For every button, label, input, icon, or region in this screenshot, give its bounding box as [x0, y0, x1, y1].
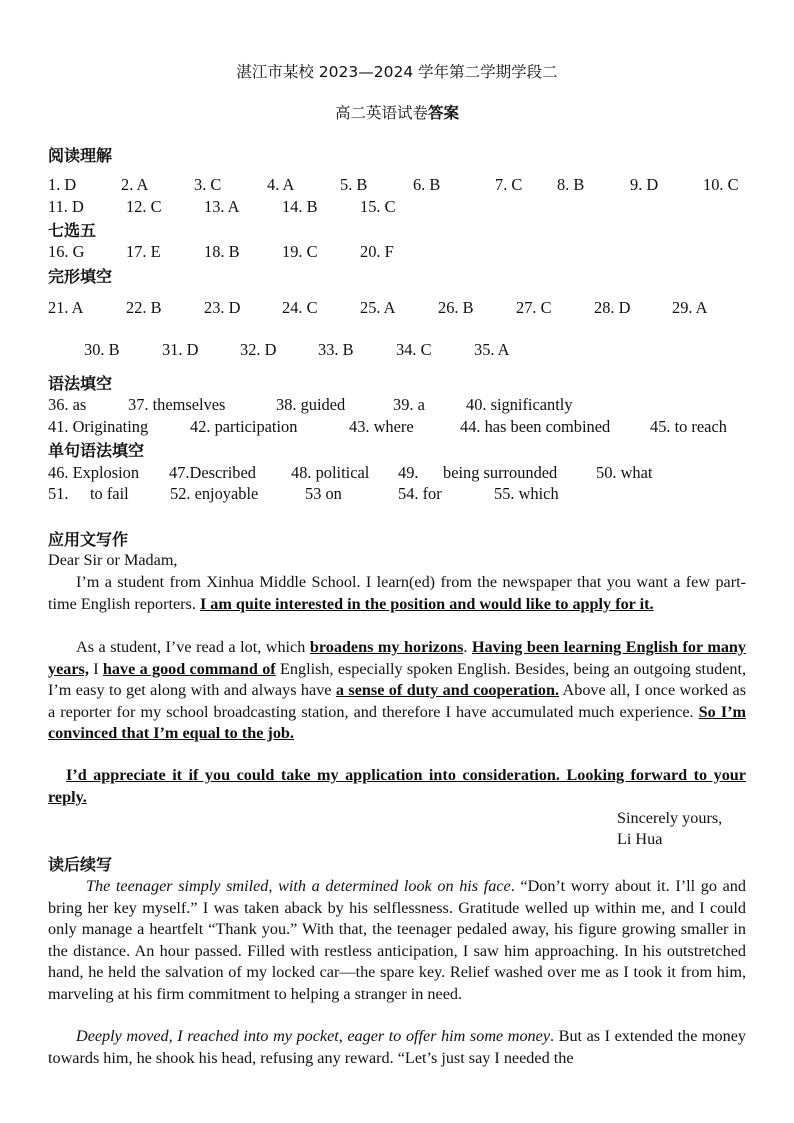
answer-item: 36. as [48, 395, 87, 414]
answer-item: 20. F [360, 242, 394, 261]
answer-item: 53 on [305, 484, 342, 503]
answer-item: 23. D [204, 298, 241, 317]
answer-item: 45. to reach [650, 417, 727, 436]
highlight-phrase: Having been learning English for many years, [48, 638, 747, 678]
answer-item: 26. B [438, 298, 474, 317]
answer-item: 28. D [594, 298, 631, 317]
answer-item: 48. political [291, 463, 370, 482]
answer-item: 17. E [126, 242, 161, 261]
answer-item: 42. participation [190, 417, 298, 436]
answer-item: 5. B [340, 175, 368, 194]
answer-item: 27. C [516, 298, 552, 317]
answer-item: 55. which [494, 484, 559, 503]
answer-item: 46. Explosion [48, 463, 140, 482]
answer-item: 40. significantly [466, 395, 573, 414]
answer-item: 50. what [596, 463, 653, 482]
letter-salutation: Dear Sir or Madam, [48, 551, 178, 569]
highlight-phrase: broadens my horizons [309, 638, 464, 656]
given-opening-sentence: Deeply moved, I reached into my pocket, eager to offer him some money [76, 1027, 551, 1045]
section-heading-seven-five: 七选五 [48, 221, 97, 240]
letter-paragraph-1: I’m a student from Xinhua Middle School. I learn(ed) from the newspaper that you want a few part-time English reporters. I am quite interested in the position and would like to apply for it. [48, 573, 746, 613]
answer-item: 51. [48, 484, 69, 503]
letter-signature: Li Hua [617, 830, 663, 848]
answer-item: 6. B [413, 175, 441, 194]
page-title: 湛江市某校 2023—2024 学年第二学期学段二 [236, 63, 558, 81]
answer-item: 15. C [360, 197, 396, 216]
answer-item: being surrounded [443, 463, 558, 482]
answer-item: 9. D [630, 175, 659, 194]
answer-item: 13. A [204, 197, 240, 216]
sentence-grammar-answers-row-1 [0, 463, 794, 483]
section-heading-writing: 应用文写作 [48, 530, 129, 549]
answer-item: 33. B [318, 340, 354, 359]
page-subtitle [0, 101, 794, 123]
reading-answers-row-2 [0, 197, 794, 217]
continuation-paragraph-1: The teenager simply smiled, with a determined look on his face. “Don’t worry about it. I’ll go and bring her key myself.” I was taken aback by his selflessness. Gratitude welled up within me, and I could only manage a heartfelt “Thank you.” With that, the teenager pedaled away, his figure growing smaller in the distance. An hour passed. Filled with restless anticipation, I saw him approaching. In his outstretched hand, he held the salvation of my locked car—the spare key. Relief washed over me as I took it from him, marveling at his firm commitment to helping a stranger in need. [48, 877, 746, 1003]
answer-item: 1. D [48, 175, 77, 194]
answer-item: 19. C [282, 242, 318, 261]
section-heading-continuation: 读后续写 [48, 855, 113, 874]
seven-five-answers-row [0, 242, 794, 262]
highlight-phrase: I am quite interested in the position and would like to apply for it. [199, 594, 654, 613]
subtitle-prefix: 高二英语试卷 [334, 104, 428, 122]
section-heading-cloze: 完形填空 [48, 267, 113, 286]
highlight-phrase: a sense of duty and cooperation. [335, 681, 560, 699]
highlight-phrase: have a good command of [102, 659, 276, 678]
answer-item: 52. enjoyable [170, 484, 259, 503]
section-heading-grammar: 语法填空 [48, 374, 113, 393]
answer-item: 12. C [126, 197, 162, 216]
answer-item: 24. C [282, 298, 318, 317]
answer-item: 30. B [84, 340, 120, 359]
answer-item: 11. D [48, 197, 84, 216]
answer-item: 43. where [349, 417, 414, 436]
section-heading-reading: 阅读理解 [48, 146, 113, 165]
answer-item: 16. G [48, 242, 85, 261]
highlight-phrase: I’d appreciate it if you could take my application into consideration. Looking forward to your reply. [48, 766, 746, 806]
answer-item: 39. a [393, 395, 425, 414]
letter-paragraph-2: As a student, I’ve read a lot, which broadens my horizons. Having been learning English for many years, I have a good command of English, especially spoken English. Besides, being an outgoing student, I’m easy to get along with and always have a sense of duty and cooperation. Above all, I once worked as a reporter for my school broadcasting station, and therefore I have accumulated much experience. So I’m convinced that I’m equal to the job. [48, 638, 747, 742]
answer-item: 54. for [398, 484, 442, 503]
reading-answers-row-1 [0, 175, 794, 195]
answer-item: 38. guided [276, 395, 346, 414]
answer-item: 14. B [282, 197, 318, 216]
answer-item: 34. C [396, 340, 432, 359]
answer-item: 47.Described [169, 463, 256, 482]
answer-item: 32. D [240, 340, 277, 359]
highlight-phrase: So I’m convinced that I’m equal to the job. [48, 702, 746, 742]
answer-item: 37. themselves [128, 395, 226, 414]
answer-item: 29. A [672, 298, 708, 317]
answer-item: to fail [90, 484, 129, 503]
section-heading-sentence-grammar: 单句语法填空 [48, 441, 145, 460]
answer-item: 7. C [495, 175, 523, 194]
given-opening-sentence: The teenager simply smiled, with a determined look on his face [86, 877, 511, 895]
cloze-answers-row-2 [0, 340, 794, 360]
answer-item: 41. Originating [48, 417, 149, 436]
answer-item: 22. B [126, 298, 162, 317]
letter-paragraph-3 [48, 765, 746, 808]
grammar-answers-row-2 [0, 417, 794, 437]
answer-item: 44. has been combined [460, 417, 611, 436]
cloze-answers-row-1 [0, 298, 794, 318]
grammar-answers-row-1 [0, 395, 794, 415]
answer-item: 8. B [557, 175, 585, 194]
answer-item: 2. A [121, 175, 149, 194]
answer-item: 3. C [194, 175, 222, 194]
letter-closing: Sincerely yours, [617, 809, 723, 827]
answer-item: 10. C [703, 175, 739, 194]
answer-item: 25. A [360, 298, 396, 317]
answer-item: 4. A [267, 175, 295, 194]
answer-item: 49. [398, 463, 419, 482]
answer-item: 18. B [204, 242, 240, 261]
answer-item: 31. D [162, 340, 199, 359]
continuation-paragraph-2: Deeply moved, I reached into my pocket, eager to offer him some money. But as I extended the money towards him, he shook his head, refusing any reward. “Let’s just say I needed the [48, 1027, 747, 1067]
answer-item: 21. A [48, 298, 84, 317]
subtitle-bold: 答案 [428, 104, 460, 122]
answer-item: 35. A [474, 340, 510, 359]
sentence-grammar-answers-row-2 [0, 484, 794, 504]
